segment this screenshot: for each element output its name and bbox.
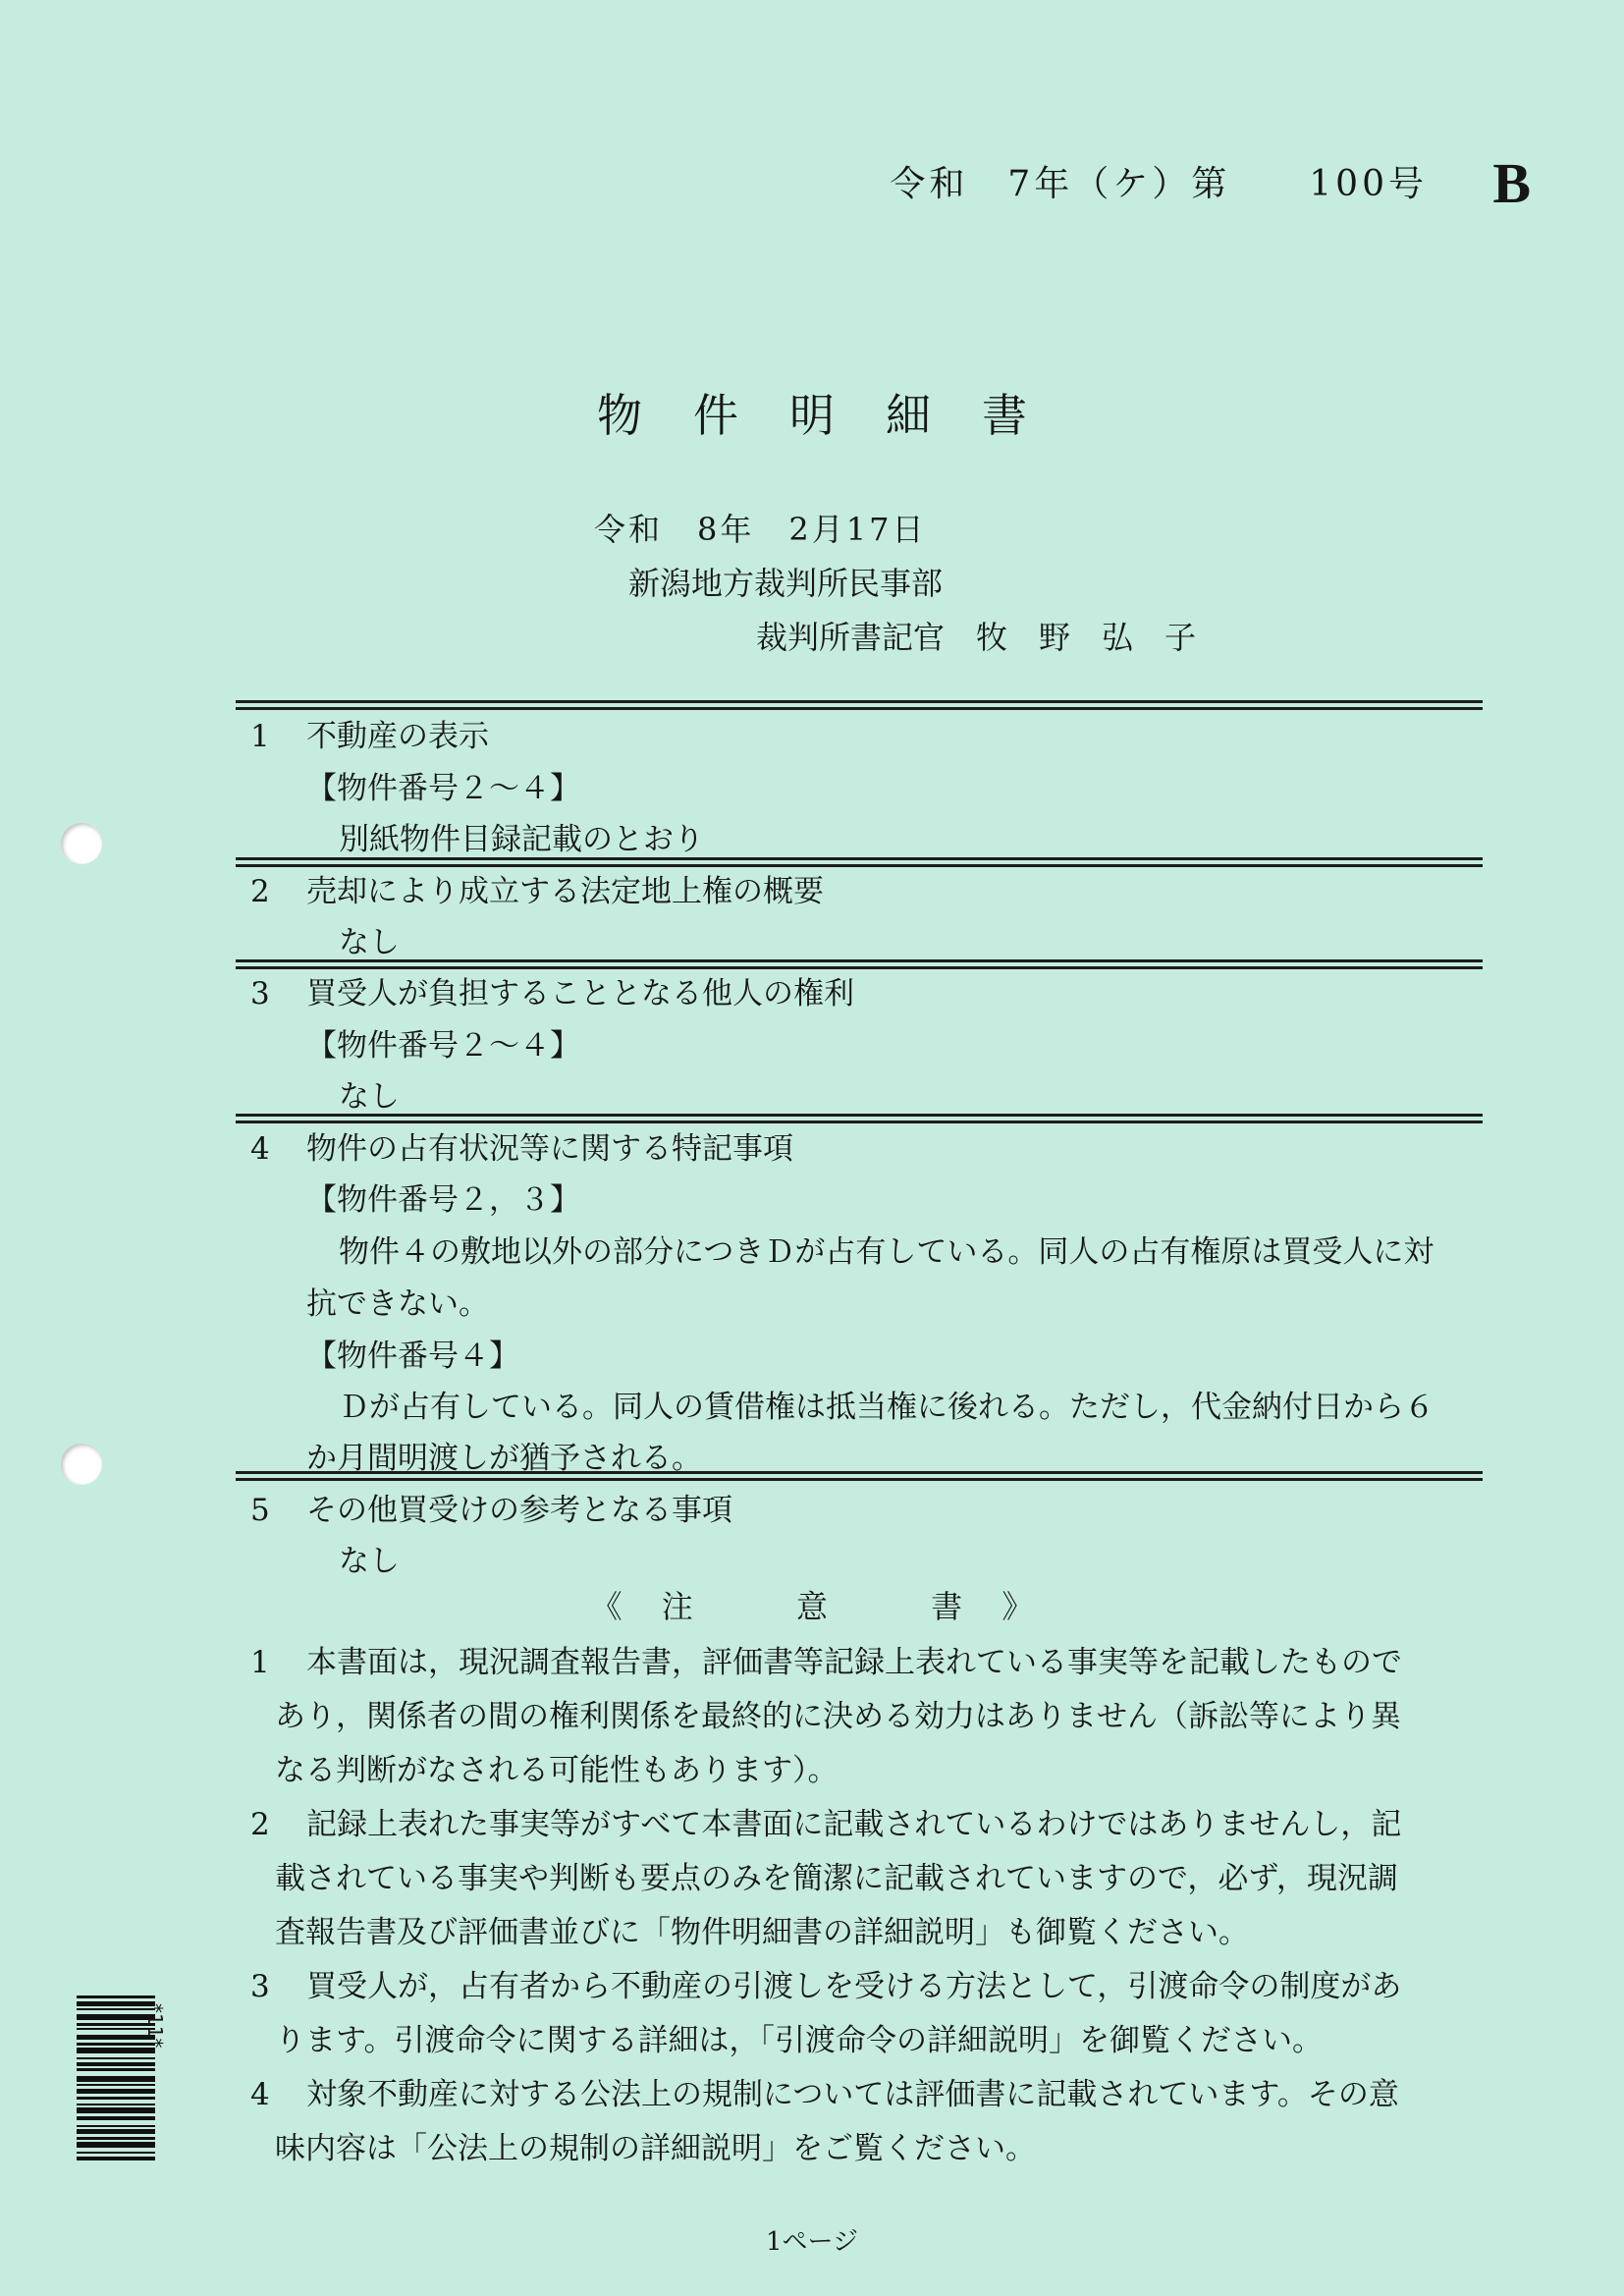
notice-number: 1 xyxy=(250,1645,270,1680)
notice-text: なる判断がなされる可能性もあります）。 xyxy=(275,1753,839,1788)
section-divider xyxy=(236,1471,1483,1481)
section-divider xyxy=(236,1114,1483,1123)
section-text: なし xyxy=(339,1544,400,1579)
section-number: 2 xyxy=(250,874,270,909)
section-divider xyxy=(236,857,1483,867)
court-name: 新潟地方裁判所民事部 xyxy=(628,565,944,602)
notice-title-char: 書 xyxy=(931,1588,963,1625)
notice-text: 味内容は「公法上の規制の詳細説明」をご覧ください。 xyxy=(275,2131,1036,2166)
document-title: 物件明細書 xyxy=(597,389,1078,442)
property-number-label: 【物件番号２，３】 xyxy=(306,1182,580,1218)
page-number: 1ページ xyxy=(765,2227,859,2257)
notice-text: 買受人が，占有者から不動産の引渡しを受ける方法として，引渡命令の制度があ xyxy=(306,1969,1402,2004)
section-number: 3 xyxy=(250,976,270,1011)
punch-hole xyxy=(61,1444,102,1485)
section-heading: 不動産の表示 xyxy=(306,719,489,754)
notice-title-close: 》 xyxy=(1001,1588,1034,1625)
section-divider xyxy=(236,700,1483,710)
notice-title-open: 《 xyxy=(590,1588,623,1625)
section-number: 5 xyxy=(250,1493,270,1528)
section-text: か月間明渡しが猶予される。 xyxy=(306,1441,702,1476)
section-number: 4 xyxy=(250,1131,270,1167)
notice-title-char: 意 xyxy=(795,1588,828,1625)
section-heading: 買受人が負担することとなる他人の権利 xyxy=(306,976,854,1011)
notice-title xyxy=(0,1588,1624,1625)
notice-text: あり，関係者の間の権利関係を最終的に決める効力はありません（訴訟等により異 xyxy=(275,1699,1401,1734)
notice-text: 載されている事実や判断も要点のみを簡潔に記載されていますので，必ず，現況調 xyxy=(275,1861,1398,1896)
property-number-label: 【物件番号４】 xyxy=(306,1339,519,1374)
section-heading: その他買受けの参考となる事項 xyxy=(306,1493,732,1528)
section-text: なし xyxy=(339,925,400,960)
notice-text: 対象不動産に対する公法上の規制については評価書に記載されています。その意 xyxy=(306,2077,1399,2112)
section-text: 抗できない。 xyxy=(306,1286,489,1322)
court-clerk: 裁判所書記官 牧 野 弘 子 xyxy=(756,619,1197,656)
notice-number: 3 xyxy=(250,1969,270,2004)
notice-number: 2 xyxy=(250,1807,270,1842)
notice-text: ります。引渡命令に関する詳細は，「引渡命令の詳細説明」を御覧ください。 xyxy=(275,2023,1324,2058)
section-divider xyxy=(236,959,1483,969)
section-text: なし xyxy=(339,1079,400,1115)
section-text: 別紙物件目録記載のとおり xyxy=(339,822,704,857)
section-text: Ｄが占有している。同人の賃借権は抵当権に後れる。ただし，代金納付日から６ xyxy=(339,1390,1435,1425)
notice-text: 記録上表れた事実等がすべて本書面に記載されているわけではありませんし，記 xyxy=(306,1807,1402,1842)
section-text: 物件４の敷地以外の部分につきＤが占有している。同人の占有権原は買受人に対 xyxy=(339,1234,1435,1270)
property-number-label: 【物件番号２～４】 xyxy=(306,1028,580,1064)
section-heading: 物件の占有状況等に関する特記事項 xyxy=(306,1131,793,1167)
barcode-label: *11* xyxy=(143,2003,167,2049)
document-marker: B xyxy=(1492,151,1531,215)
property-number-label: 【物件番号２～４】 xyxy=(306,771,580,806)
case-number: 令和 7年（ケ）第 100号 xyxy=(890,164,1428,204)
punch-hole xyxy=(61,823,102,864)
section-heading: 売却により成立する法定地上権の概要 xyxy=(306,874,824,909)
issue-date: 令和 8年 2月17日 xyxy=(594,511,927,548)
notice-text: 査報告書及び評価書並びに「物件明細書の詳細説明」も御覧ください。 xyxy=(275,1915,1249,1950)
section-number: 1 xyxy=(250,719,270,754)
notice-text: 本書面は，現況調査報告書，評価書等記録上表れている事実等を記載したもので xyxy=(306,1645,1402,1680)
notice-title-char: 注 xyxy=(661,1588,693,1625)
notice-number: 4 xyxy=(250,2077,270,2112)
